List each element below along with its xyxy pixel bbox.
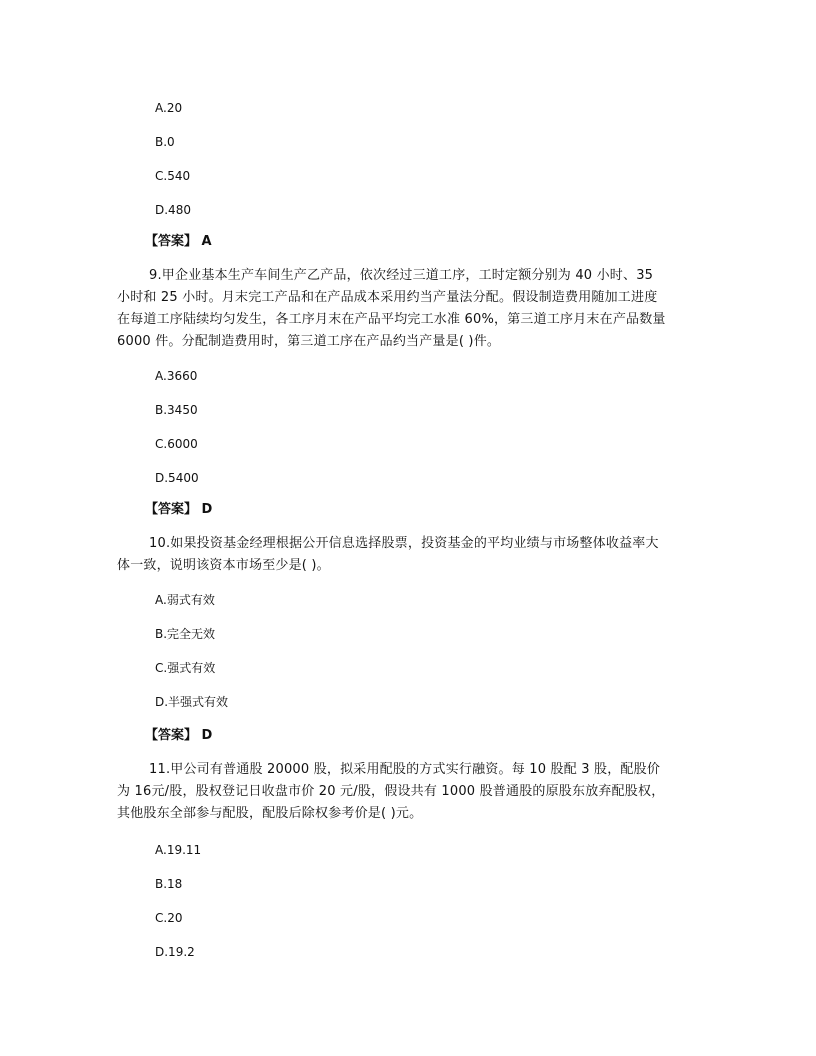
q9-option-d: D.5400 [155,471,199,485]
q10-text-line-2: 体一致，说明该资本市场至少是( )。 [117,558,330,573]
q9-answer-value: D [201,502,213,517]
q11-option-b: B.18 [155,877,183,891]
q9-option-b: B.3450 [155,403,198,417]
q8-answer-value: A [201,234,212,249]
q11-text-line-1: 11.甲公司有普通股 20000 股，拟采用配股的方式实行融资。每 10 股配 3 股，配股价 [149,762,661,777]
q10-answer [145,728,212,744]
q9-text-line-4: 6000 件。分配制造费用时，第三道工序在产品约当产量是( )件。 [117,334,501,349]
q8-option-d: D.480 [155,203,191,217]
q8-option-a: A.20 [155,101,183,115]
q9-answer-label: 【答案】 [145,502,198,517]
q8-option-c: C.540 [155,169,191,183]
q9-option-a: A.3660 [155,369,198,383]
q10-text-line-1: 10.如果投资基金经理根据公开信息选择股票，投资基金的平均业绩与市场整体收益率大 [149,536,659,551]
q8-answer [145,234,212,250]
q10-option-d: D.半强式有效 [155,695,229,709]
q8-answer-label: 【答案】 [145,234,198,249]
q9-answer [145,502,212,518]
q10-answer-label: 【答案】 [145,728,198,743]
q11-option-a: A.19.11 [155,843,202,857]
q10-option-c: C.强式有效 [155,661,216,675]
q10-option-b: B.完全无效 [155,627,216,641]
q10-answer-value: D [201,728,213,743]
q11-text-line-3: 其他股东全部参与配股，配股后除权参考价是( )元。 [117,806,423,821]
q9-text-line-1: 9.甲企业基本生产车间生产乙产品，依次经过三道工序，工时定额分别为 40 小时、35 [149,268,654,283]
q10-option-a: A.弱式有效 [155,593,215,607]
q9-text-line-3: 在每道工序陆续均匀发生，各工序月末在产品平均完工水准 60%，第三道工序月末在产品数量 [117,312,666,327]
q11-text-line-2: 为 16元/股，股权登记日收盘市价 20 元/股，假设共有 1000 股普通股的原股东放弃配股权， [117,784,665,799]
q11-option-c: C.20 [155,911,183,925]
q8-option-b: B.0 [155,135,175,149]
q9-option-c: C.6000 [155,437,198,451]
q9-text-line-2: 小时和 25 小时。月末完工产品和在产品成本采用约当产量法分配。假设制造费用随加工进度 [117,290,658,305]
q11-option-d: D.19.2 [155,945,195,959]
